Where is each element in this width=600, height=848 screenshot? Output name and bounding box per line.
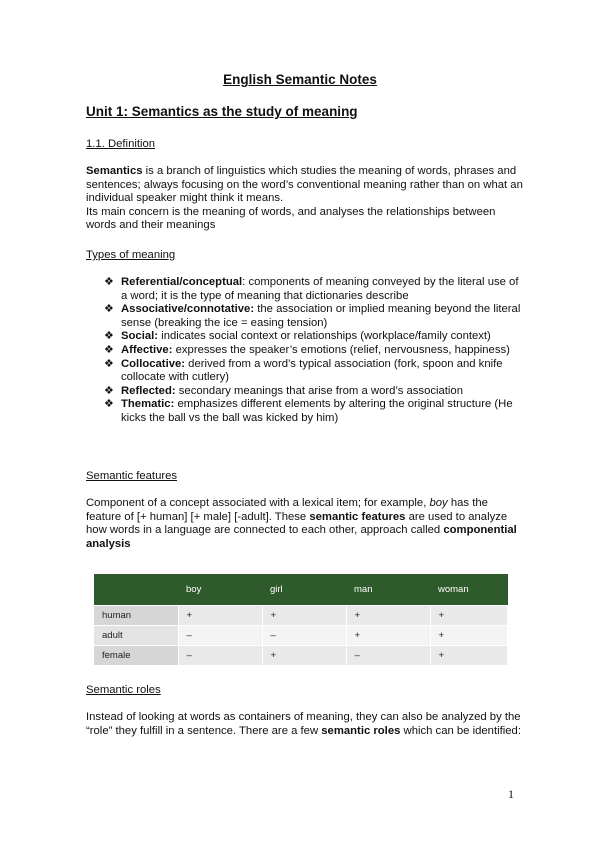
table-cell: – [346, 646, 430, 666]
type-term: Associative/connotative: [121, 303, 255, 316]
roles-text: Instead of looking at words as containers of meaning, they can also be analyzed by the “role” they fulfill in a sentence. There are a few [86, 711, 521, 737]
definition-text: is a branch of linguistics which studies the meaning of words, phrases and sentences; always focusing on the word’s conventional meaning rather than on what an individual speaker might think it means. [86, 165, 523, 205]
definition-text-2: Its main concern is the meaning of words, and analyses the relationships between words and their meanings [86, 205, 496, 232]
table-cell: – [178, 626, 262, 646]
table-cell: + [430, 646, 508, 666]
list-item [104, 344, 524, 358]
type-term: Collocative: [121, 357, 186, 370]
bullet-icon: ❖ [104, 384, 114, 397]
type-text: secondary meanings that arise from a word’s association [175, 384, 464, 397]
list-item [104, 398, 524, 425]
type-term: Social: [121, 330, 159, 343]
type-term: Reflected: [121, 384, 176, 397]
list-item [104, 330, 524, 344]
page-number: 1 [508, 787, 514, 801]
features-text: has the feature of [+ human] [+ male] [-adult]. These [86, 497, 488, 523]
features-example: boy [429, 497, 448, 509]
table-cell: + [178, 606, 262, 626]
table-row [94, 646, 508, 666]
table-cell: + [262, 646, 346, 666]
roles-paragraph [86, 711, 526, 738]
type-term: Referential/conceptual [121, 276, 243, 288]
type-text: the association or implied meaning beyond the literal sense (breaking the ice = easing tension) [121, 303, 521, 329]
list-item [104, 276, 524, 303]
type-term: Affective: [121, 343, 173, 356]
componential-table [94, 574, 508, 665]
list-item [104, 385, 524, 399]
type-text: indicates social context or relationships (workplace/family context) [158, 330, 491, 343]
roles-text: which can be identified: [400, 724, 521, 737]
table-header-cell: boy [178, 574, 262, 606]
bullet-icon: ❖ [104, 343, 114, 356]
table-header-row [94, 574, 508, 606]
bullet-icon: ❖ [104, 303, 114, 316]
type-term: Thematic: [121, 398, 175, 411]
table-header-cell: girl [262, 574, 346, 606]
table-row-label: female [94, 646, 178, 666]
features-text: are used to analyze how words in a language are connected to each other, approach called [86, 510, 508, 537]
bullet-icon: ❖ [104, 330, 114, 343]
table-header-cell [94, 574, 178, 606]
table-cell: – [262, 626, 346, 646]
table-row [94, 606, 508, 626]
roles-heading: Semantic roles [86, 684, 161, 696]
features-heading: Semantic features [86, 470, 178, 482]
table-cell: + [346, 626, 430, 646]
table-cell: + [346, 606, 430, 626]
type-text: derived from a word’s typical association (fork, spoon and knife collocate with cutlery) [121, 357, 503, 384]
table-cell: + [430, 606, 508, 626]
table-cell: + [430, 626, 508, 646]
types-heading: Types of meaning [86, 249, 176, 261]
type-text: : components of meaning conveyed by the literal use of a word; it is the type of meaning that dictionaries describe [121, 276, 519, 302]
document-title: English Semantic Notes [223, 72, 377, 87]
definition-term: Semantics [86, 165, 143, 177]
features-term: semantic features [309, 510, 406, 523]
type-text: emphasizes different elements by altering the original structure (He kicks the ball vs the ball was kicked by him) [121, 398, 513, 424]
bullet-icon: ❖ [104, 357, 114, 370]
table-cell: + [262, 606, 346, 626]
features-paragraph [86, 497, 526, 551]
features-text: Component of a concept associated with a lexical item; for example, [86, 497, 430, 509]
table-header-cell: woman [430, 574, 508, 606]
bullet-icon: ❖ [104, 276, 114, 288]
types-list [104, 276, 524, 426]
bullet-icon: ❖ [104, 398, 114, 411]
list-item [104, 358, 524, 385]
table-row-label: adult [94, 626, 178, 646]
roles-term: semantic roles [321, 724, 401, 737]
type-text: expresses the speaker’s emotions (relief, nervousness, happiness) [172, 343, 510, 356]
list-item [104, 303, 524, 330]
definition-paragraph [86, 165, 526, 233]
features-term-2: componential analysis [86, 524, 517, 550]
table-row [94, 626, 508, 646]
table-row-label: human [94, 606, 178, 626]
table-header-cell: man [346, 574, 430, 606]
unit-heading: Unit 1: Semantics as the study of meaning [86, 104, 358, 119]
table-cell: – [178, 646, 262, 666]
definition-heading: 1.1. Definition [86, 138, 156, 150]
